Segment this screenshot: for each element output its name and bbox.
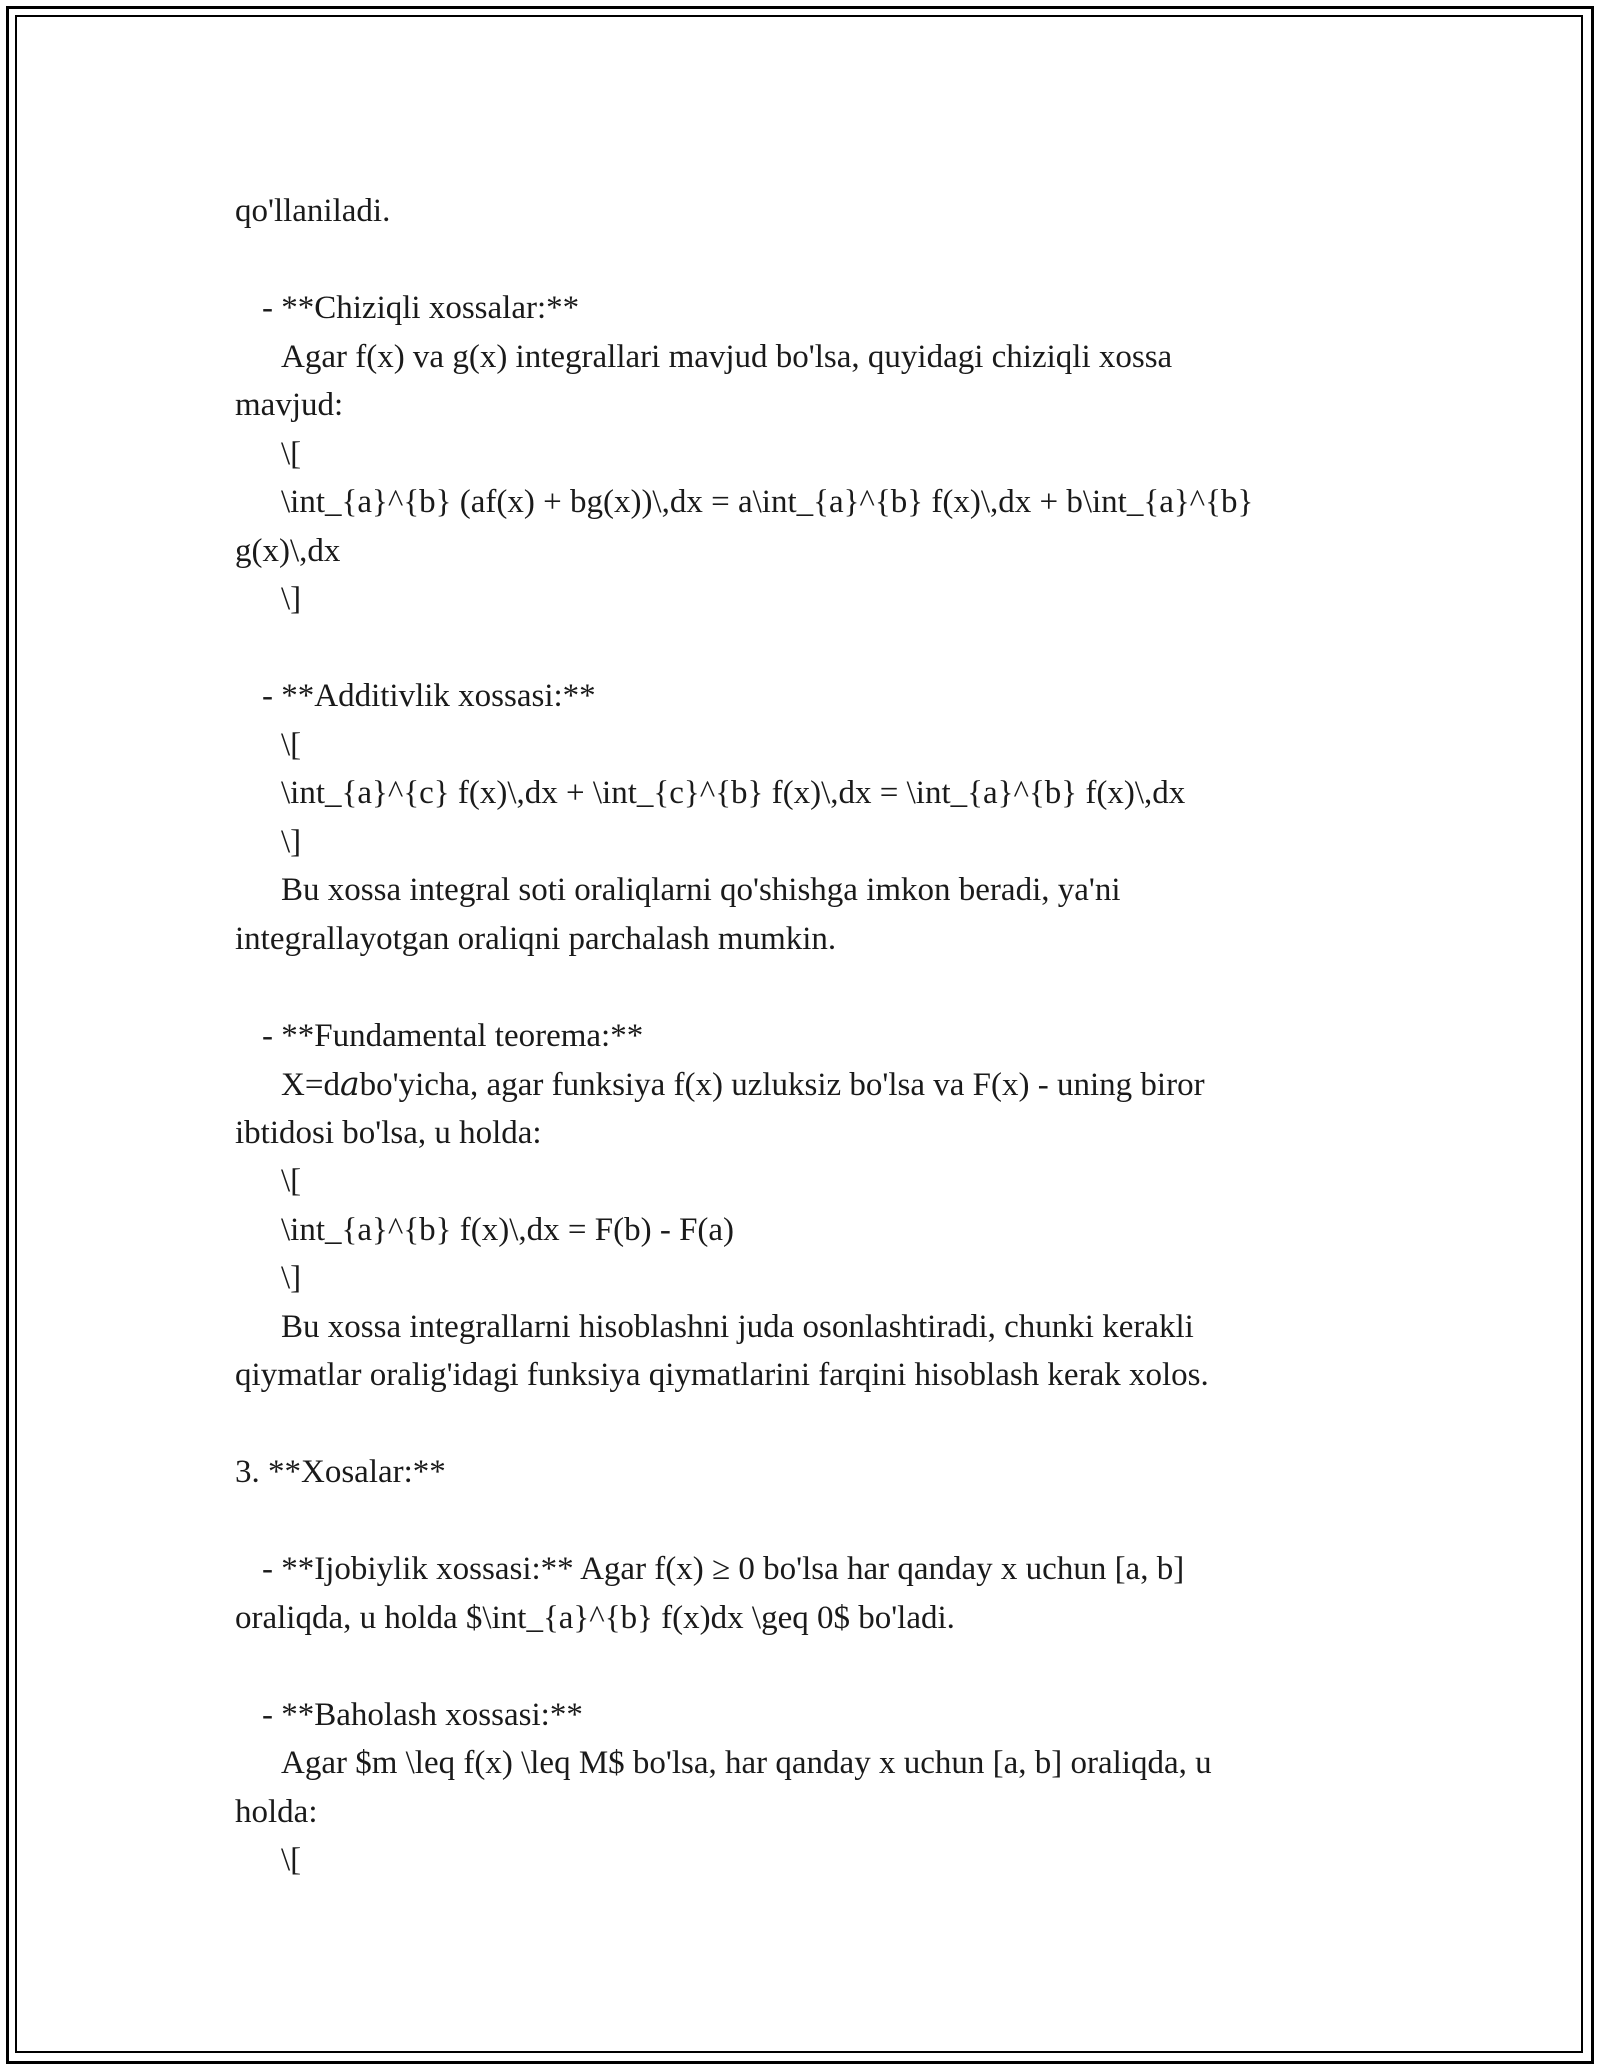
math-delimiter: \[ <box>281 1842 302 1878</box>
formula-line: g(x)\,dx <box>235 532 341 569</box>
math-delimiter: \] <box>281 1260 302 1296</box>
blank-line <box>235 1497 1385 1546</box>
text-line: mavjud: <box>235 387 344 423</box>
section-heading: - **Baholash xossasi:** <box>262 1696 583 1733</box>
blank-line <box>235 236 1385 285</box>
text-line: Agar f(x) va g(x) integrallari mavjud bo'lsa, quyidagi chiziqli xossa <box>281 338 1173 375</box>
numbered-heading: 3. **Xosalar:** <box>235 1454 446 1490</box>
text-line: Bu xossa integrallarni hisoblashni juda osonlashtiradi, chunki kerakli <box>281 1308 1194 1345</box>
section-heading: - **Fundamental teorema:** <box>262 1017 644 1054</box>
formula-line: \int_{a}^{b} (af(x) + bg(x))\,dx = a\int_{a}^{b} f(x)\,dx + b\int_{a}^{b} <box>281 484 1254 520</box>
text-line: integrallayotgan oraliqni parchalash mumkin. <box>235 920 837 957</box>
math-variable: a <box>339 1064 360 1103</box>
text-line: ibtidosi bo'lsa, u holda: <box>235 1114 542 1151</box>
blank-line <box>235 1642 1385 1691</box>
text-line: Bu xossa integral soti oraliqlarni qo'shishga imkon beradi, ya'ni <box>281 872 1121 908</box>
math-delimiter: \[ <box>281 435 302 472</box>
text-segment: X=d <box>281 1067 340 1103</box>
math-delimiter: \[ <box>281 1163 302 1199</box>
text-line: holda: <box>235 1793 318 1830</box>
math-delimiter: \] <box>281 581 302 617</box>
text-line: qo'llaniladi. <box>235 193 391 229</box>
text-segment: bo'yicha, agar funksiya f(x) uzluksiz bo'lsa va F(x) - uning biror <box>359 1067 1205 1103</box>
text-line <box>235 1060 1385 1109</box>
blank-line <box>235 963 1385 1012</box>
formula-line: \int_{a}^{c} f(x)\,dx + \int_{c}^{b} f(x)\,dx = \int_{a}^{b} f(x)\,dx <box>281 775 1186 811</box>
math-delimiter: \] <box>281 823 302 860</box>
blank-line <box>235 624 1385 673</box>
document-body <box>235 187 1385 1885</box>
section-heading: - **Additivlik xossasi:** <box>262 678 596 714</box>
blank-line <box>235 1400 1385 1449</box>
section-heading: - **Chiziqli xossalar:** <box>262 290 580 326</box>
formula-line: \int_{a}^{b} f(x)\,dx = F(b) - F(a) <box>281 1211 735 1248</box>
text-line: oraliqda, u holda $\int_{a}^{b} f(x)dx \geq 0$ bo'ladi. <box>235 1599 955 1636</box>
text-line: qiymatlar oralig'idagi funksiya qiymatlarini farqini hisoblash kerak xolos. <box>235 1357 1209 1393</box>
math-delimiter: \[ <box>281 726 302 763</box>
text-line: Agar $m \leq f(x) \leq M$ bo'lsa, har qanday x uchun [a, b] oraliqda, u <box>281 1745 1212 1781</box>
text-line: - **Ijobiylik xossasi:** Agar f(x) ≥ 0 bo'lsa har qanday x uchun [a, b] <box>262 1551 1185 1587</box>
